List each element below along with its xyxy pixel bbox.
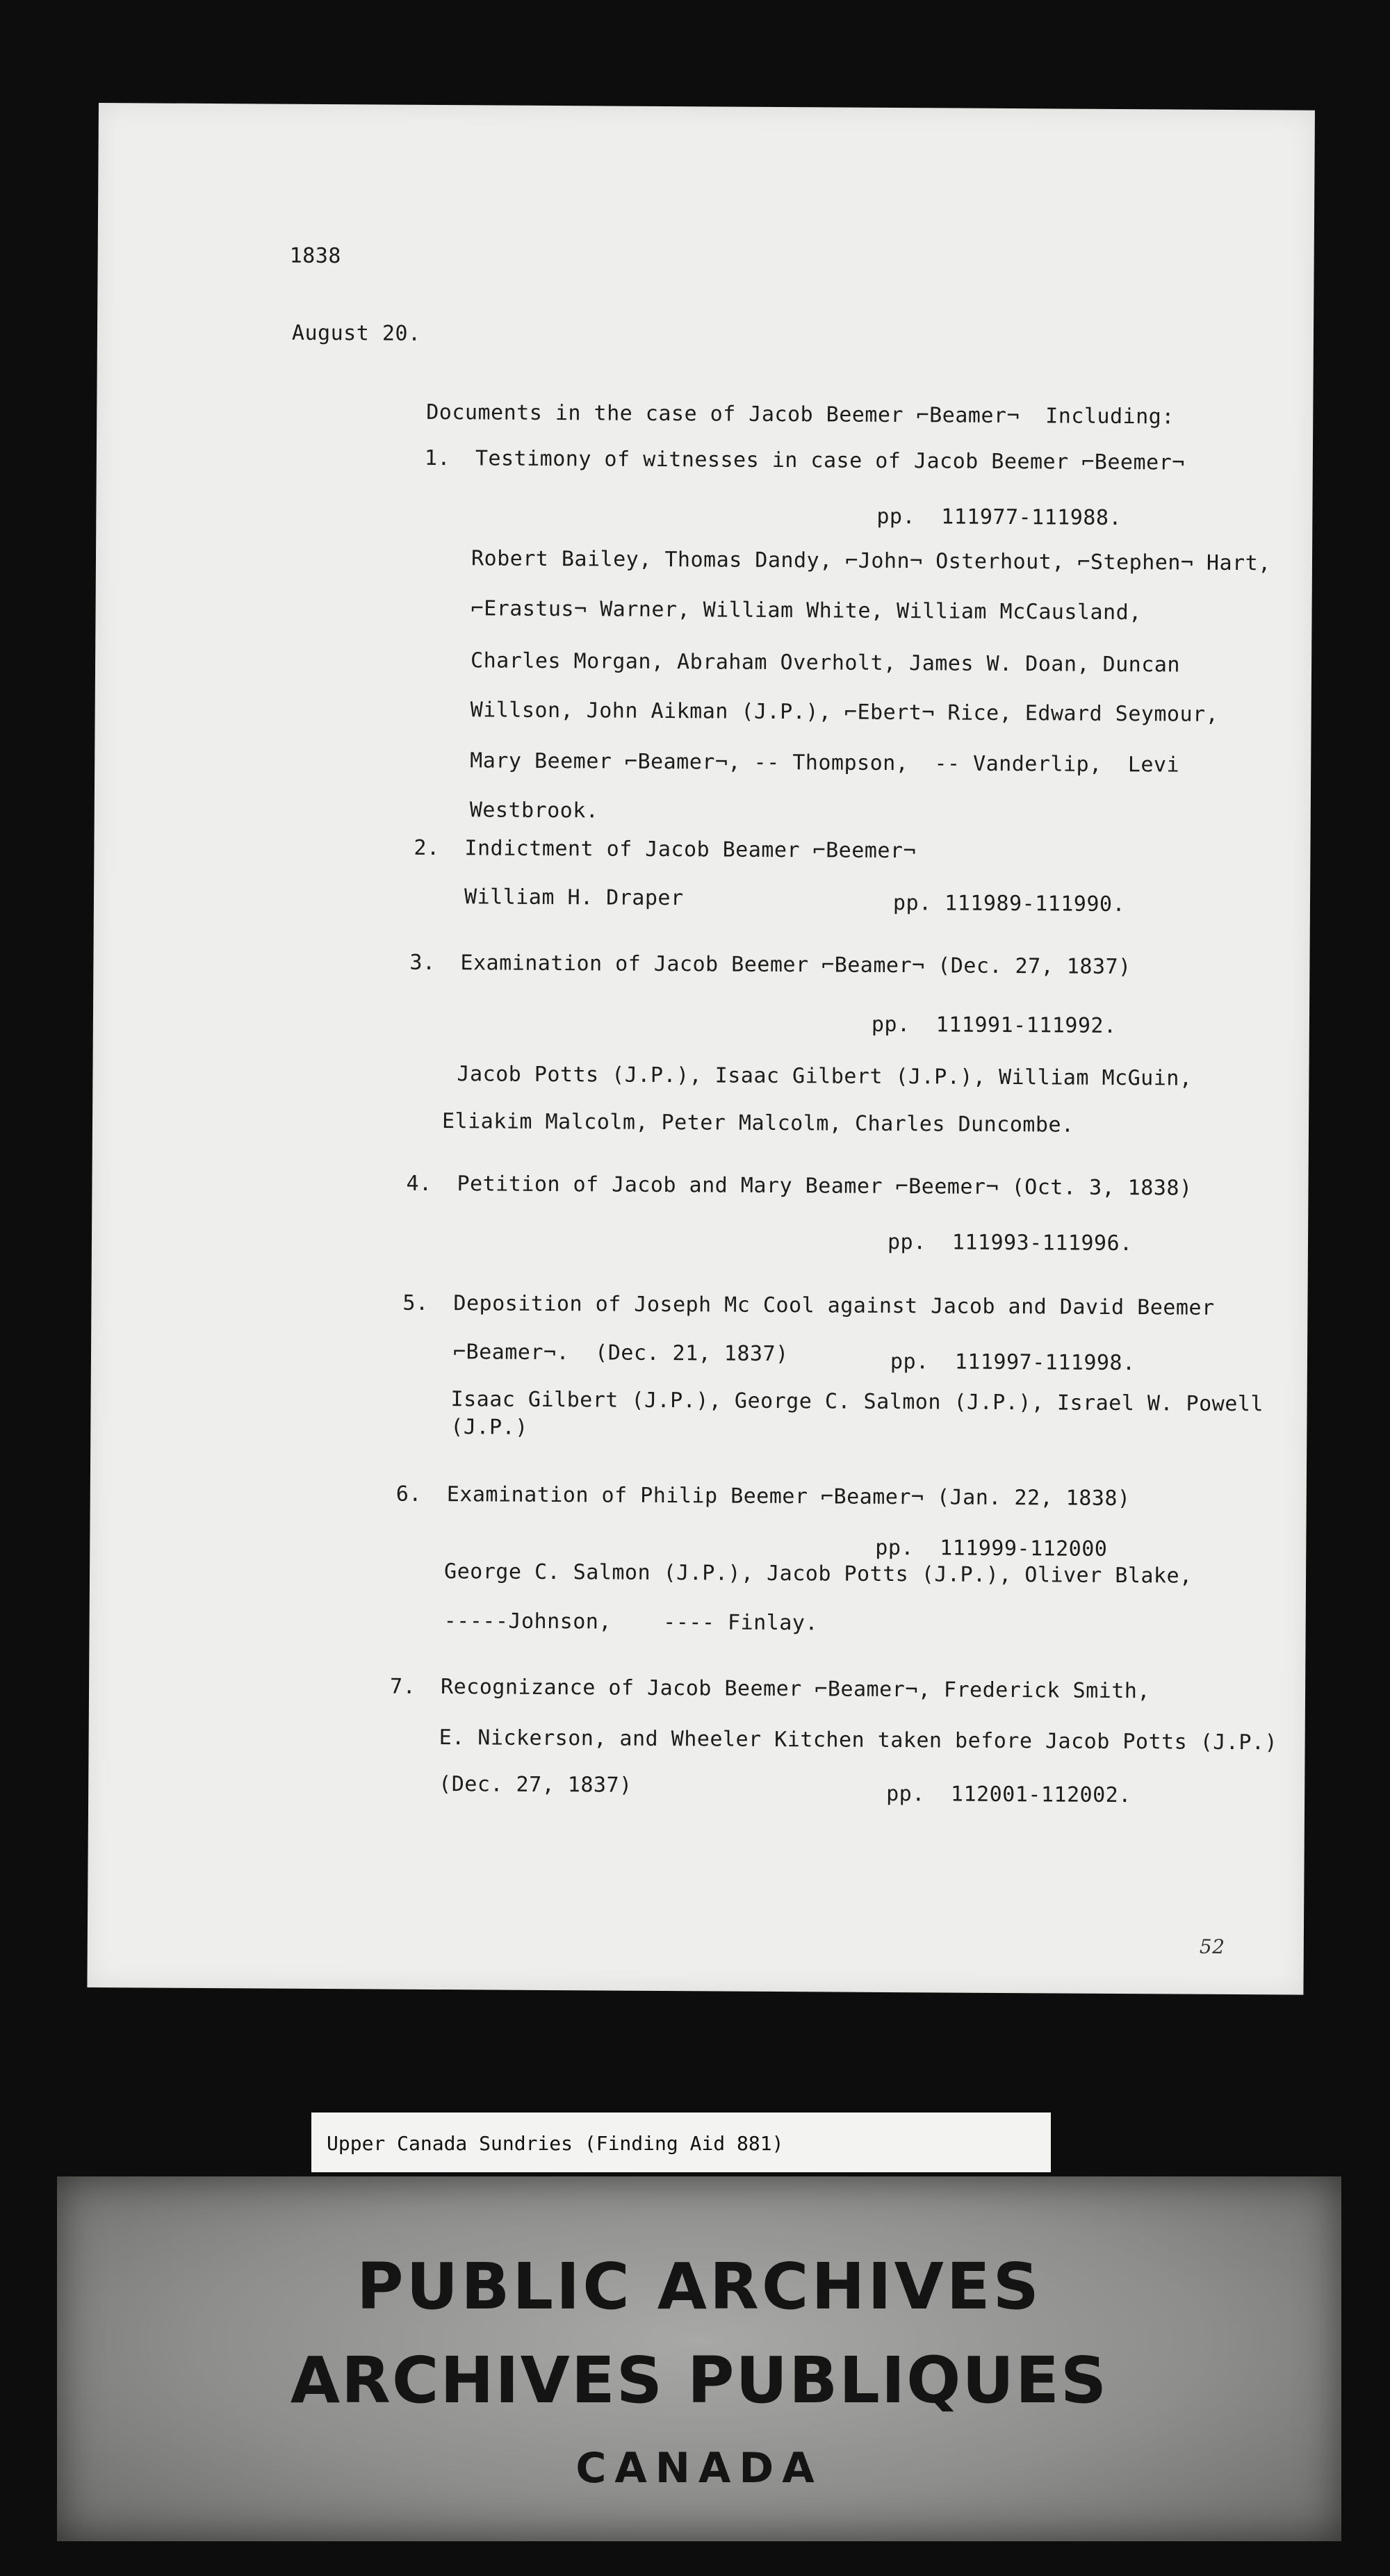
item-pages: pp. 111997-111998. — [890, 1349, 1136, 1376]
document-intro: Documents in the case of Jacob Beemer ⌐Beamer¬ Including: — [426, 400, 1175, 429]
item-pages: pp. 111989-111990. — [892, 891, 1126, 917]
item-line: Isaac Gilbert (J.P.), George C. Salmon (J.P.), Israel W. Powell — [450, 1387, 1264, 1417]
item-title: Recognizance of Jacob Beemer ⌐Beamer¬, Frederick Smith, — [440, 1675, 1151, 1704]
item-line: (J.P.) — [450, 1415, 528, 1440]
item-line: ⌐Erastus¬ Warner, William White, William McCausland, — [471, 596, 1142, 625]
item-number: 6. — [395, 1482, 423, 1507]
stamp-line-french: ARCHIVES PUBLIQUES — [290, 2343, 1109, 2418]
item-pages: pp. 111977-111988. — [876, 504, 1122, 531]
page-number: 52 — [1199, 1935, 1225, 1958]
item-title: Petition of Jacob and Mary Beamer ⌐Beemer¬ (Oct. 3, 1838) — [457, 1172, 1193, 1201]
item-line: -----Johnson, ---- Finlay. — [443, 1609, 819, 1636]
archives-stamp — [57, 2176, 1341, 2541]
item-title: Indictment of Jacob Beamer ⌐Beemer¬ — [464, 836, 917, 864]
item-line: George C. Salmon (J.P.), Jacob Potts (J.P.), Oliver Blake, — [443, 1559, 1193, 1589]
item-number: 2. — [414, 835, 440, 861]
item-line: Charles Morgan, Abraham Overholt, James W. Doan, Duncan — [470, 648, 1181, 678]
item-line: Robert Bailey, Thomas Dandy, ⌐John¬ Osterhout, ⌐Stephen¬ Hart, — [471, 546, 1271, 576]
document-date: August 20. — [291, 320, 421, 346]
document-page — [87, 103, 1315, 1995]
item-line: ⌐Beamer¬. (Dec. 21, 1837) — [452, 1340, 789, 1367]
item-line: William H. Draper — [464, 885, 684, 911]
item-line: (Dec. 27, 1837) — [439, 1772, 632, 1798]
item-pages: pp. 111993-111996. — [887, 1229, 1133, 1256]
item-line: Eliakim Malcolm, Peter Malcolm, Charles Duncombe. — [441, 1109, 1074, 1138]
item-number: 5. — [402, 1290, 429, 1315]
finding-aid-caption — [311, 2113, 1051, 2172]
item-line: Mary Beemer ⌐Beamer¬, -- Thompson, -- Vanderlip, Levi — [470, 748, 1180, 778]
item-number: 7. — [389, 1674, 416, 1699]
item-pages: pp. 111999-112000 — [875, 1535, 1108, 1561]
document-year: 1838 — [289, 243, 342, 269]
item-pages: pp. 111991-111992. — [871, 1012, 1117, 1038]
item-number: 1. — [424, 445, 451, 471]
item-title: Deposition of Joseph Mc Cool against Jacob and David Beemer — [453, 1291, 1215, 1320]
item-number: 3. — [409, 950, 436, 975]
item-pages: pp. 112001-112002. — [886, 1781, 1131, 1808]
item-title: Testimony of witnesses in case of Jacob Beemer ⌐Beemer¬ — [475, 446, 1185, 475]
item-line: Westbrook. — [469, 798, 599, 823]
item-title: Examination of Jacob Beemer ⌐Beamer¬ (Dec. 27, 1837) — [460, 951, 1131, 980]
item-number: 4. — [406, 1171, 432, 1196]
item-line: E. Nickerson, and Wheeler Kitchen taken before Jacob Potts (J.P.) — [439, 1725, 1278, 1755]
stamp-line-english: PUBLIC ARCHIVES — [357, 2249, 1042, 2324]
stamp-line-country: CANADA — [575, 2444, 823, 2493]
item-line: Willson, John Aikman (J.P.), ⌐Ebert¬ Rice, Edward Seymour, — [470, 698, 1219, 727]
caption-text: Upper Canada Sundries (Finding Aid 881) — [327, 2132, 784, 2155]
item-line: Jacob Potts (J.P.), Isaac Gilbert (J.P.), William McGuin, — [457, 1062, 1193, 1091]
item-title: Examination of Philip Beemer ⌐Beamer¬ (Jan. 22, 1838) — [446, 1482, 1131, 1511]
